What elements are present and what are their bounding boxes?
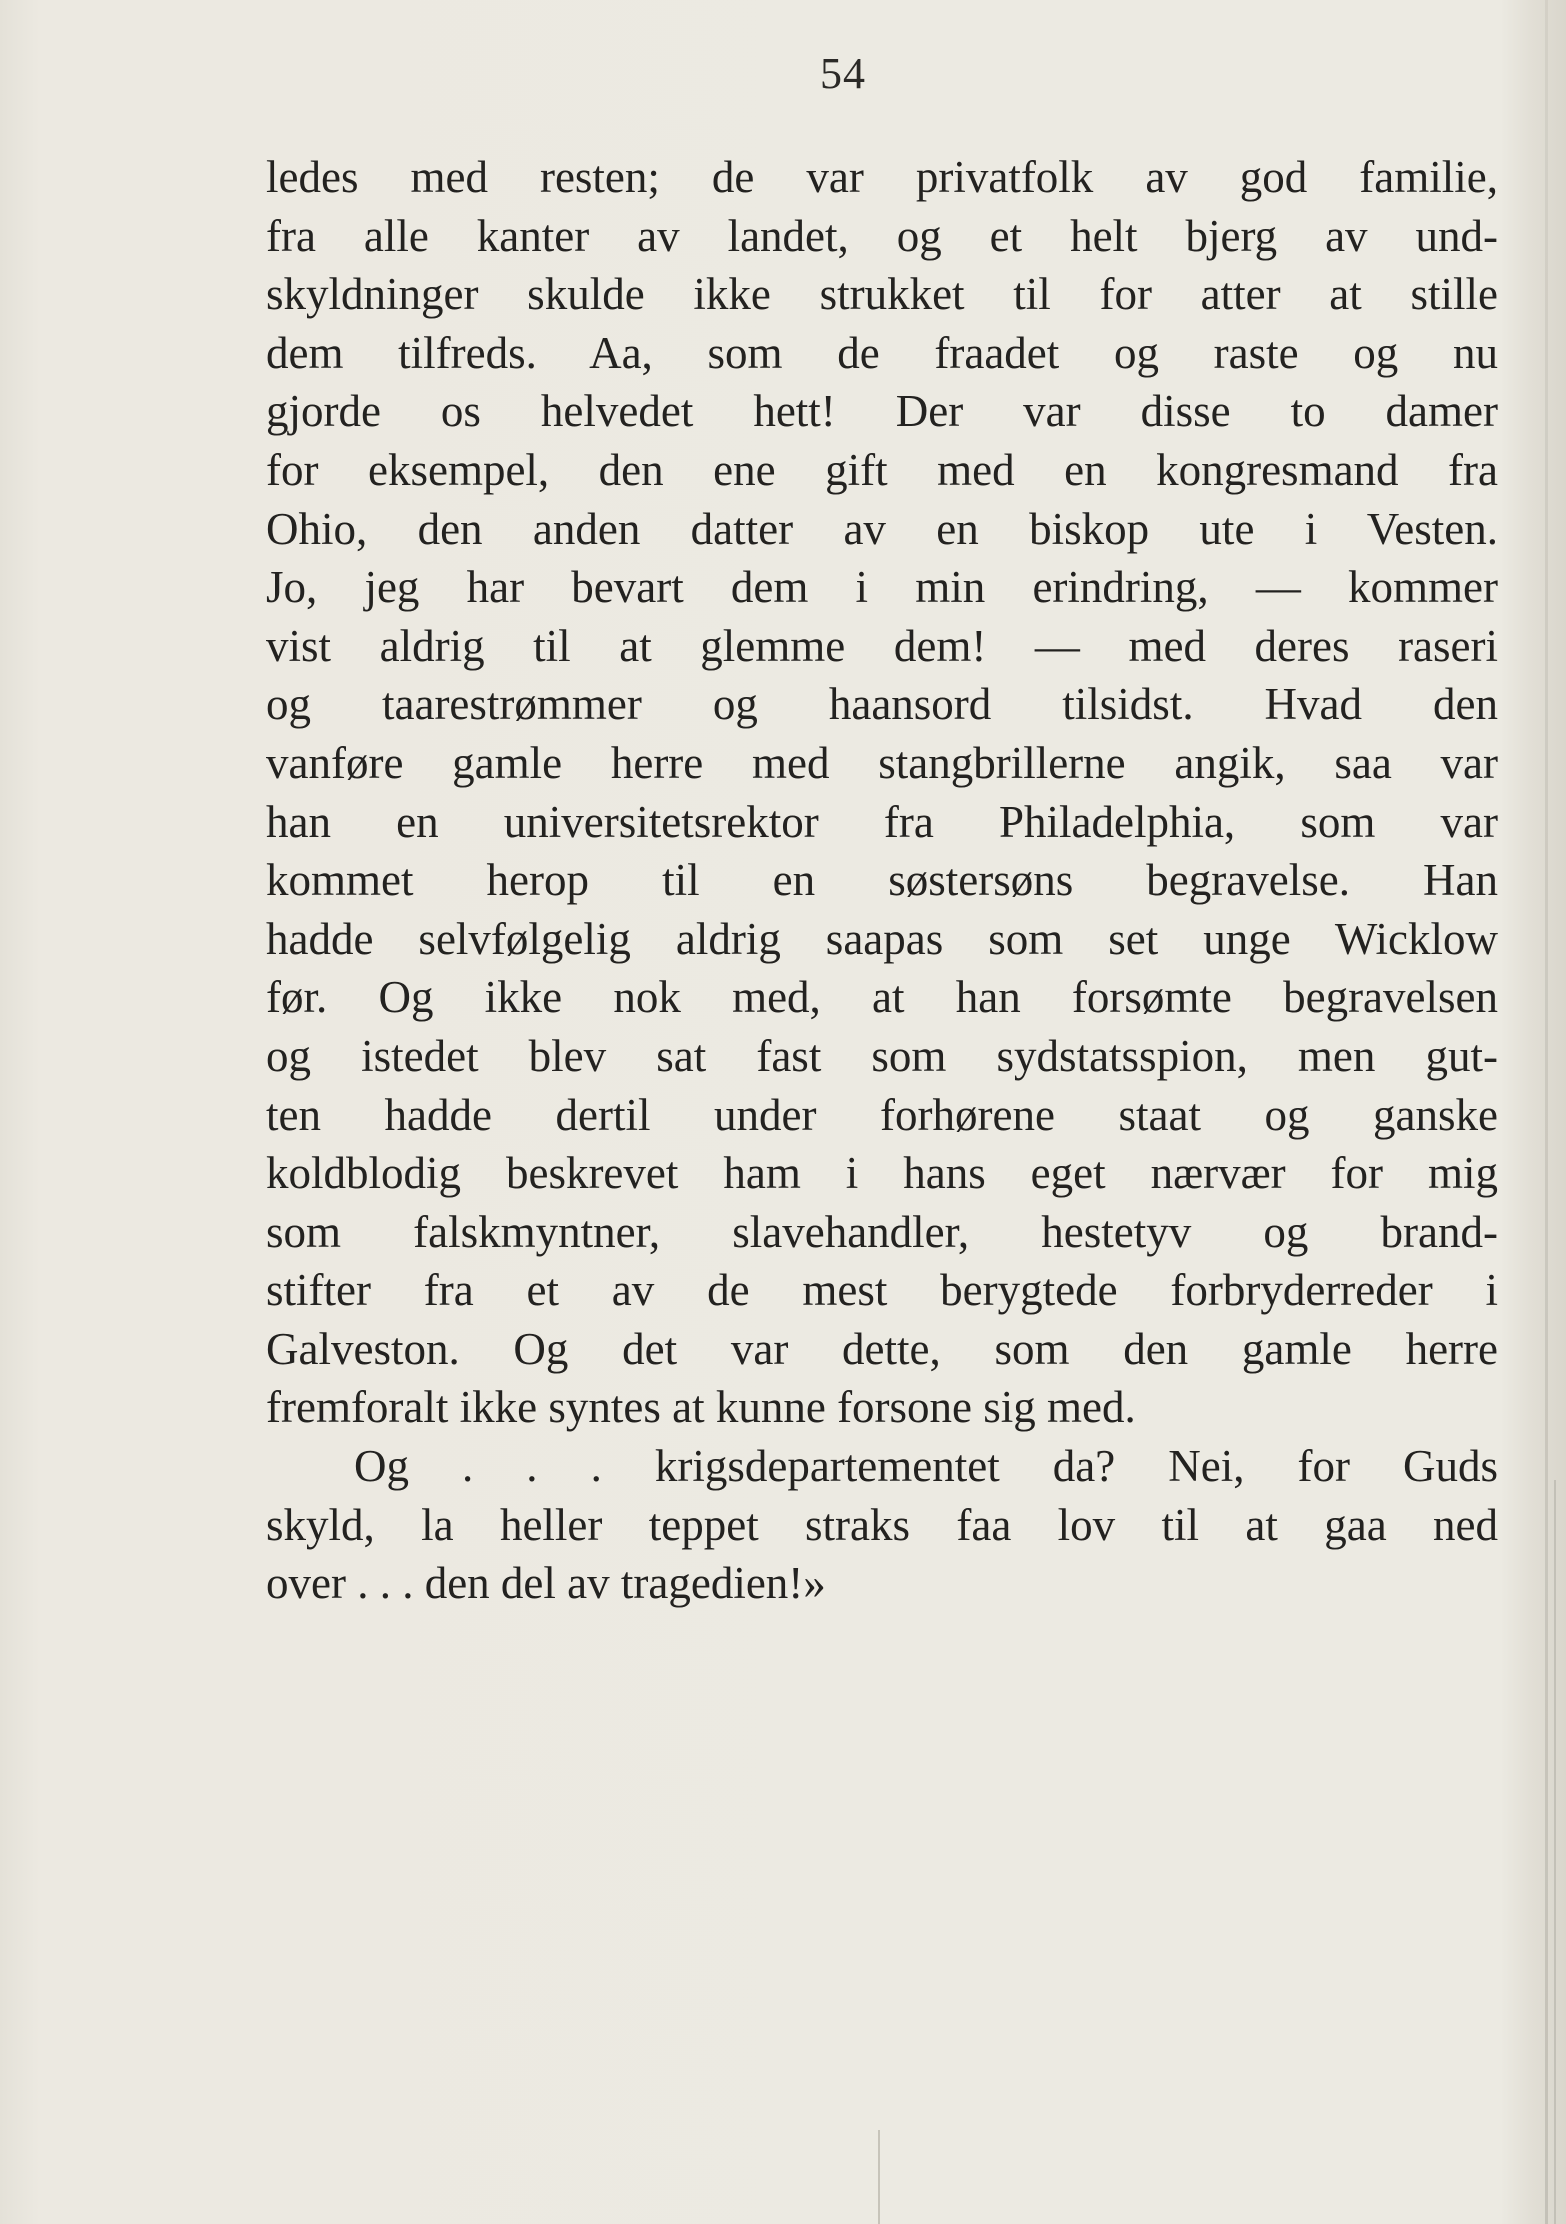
text-line: gjorde os helvedet hett! Der var disse to damer: [266, 386, 1498, 437]
page-edge-shadow: [1545, 0, 1548, 2224]
text-line: Jo, jeg har bevart dem i min erindring, — kommer: [266, 562, 1498, 613]
text-line: før. Og ikke nok med, at han forsømte begravelsen: [266, 972, 1498, 1023]
text-line: fra alle kanter av landet, og et helt bjerg av und-: [266, 210, 1498, 261]
text-line: stifter fra et av de mest berygtede forbryderreder i: [266, 1265, 1498, 1316]
page-edge-line: [1554, 1480, 1556, 2224]
text-line: hadde selvfølgelig aldrig saapas som set unge Wicklow: [266, 913, 1498, 964]
text-line: som falskmyntner, slavehandler, hestetyv og brand-: [266, 1206, 1498, 1257]
text-line: skyld, la heller teppet straks faa lov til at gaa ned: [266, 1499, 1498, 1550]
text-line: og istedet blev sat fast som sydstatsspion, men gut-: [266, 1030, 1498, 1081]
text-line: dem tilfreds. Aa, som de fraadet og raste og nu: [266, 327, 1498, 378]
text-line: og taarestrømmer og haansord tilsidst. Hvad den: [266, 679, 1498, 730]
text-line: kommet herop til en søstersøns begravelse. Han: [266, 855, 1498, 906]
text-line: Ohio, den anden datter av en biskop ute i Vesten.: [266, 503, 1498, 554]
text-line: over . . . den del av tragedien!»: [266, 1558, 826, 1609]
text-line: skyldninger skulde ikke strukket til for atter at stille: [266, 269, 1498, 320]
text-line: vanføre gamle herre med stangbrillerne angik, saa var: [266, 737, 1498, 788]
text-line: koldblodig beskrevet ham i hans eget nærvær for mig: [266, 1148, 1498, 1199]
body-text: [266, 148, 1498, 1613]
text-line: Og . . . krigsdepartementet da? Nei, for Guds: [354, 1441, 1498, 1492]
scan-mark: [878, 2130, 880, 2224]
page-number: 54: [820, 49, 866, 98]
text-line: vist aldrig til at glemme dem! — med deres raseri: [266, 620, 1498, 671]
text-line: for eksempel, den ene gift med en kongresmand fra: [266, 444, 1498, 495]
text-line: fremforalt ikke syntes at kunne forsone sig med.: [266, 1382, 1136, 1433]
text-line: Galveston. Og det var dette, som den gamle herre: [266, 1323, 1498, 1374]
text-line: han en universitetsrektor fra Philadelphia, som var: [266, 796, 1498, 847]
text-line: ledes med resten; de var privatfolk av god familie,: [266, 152, 1498, 202]
text-line: ten hadde dertil under forhørene staat og ganske: [266, 1089, 1498, 1140]
